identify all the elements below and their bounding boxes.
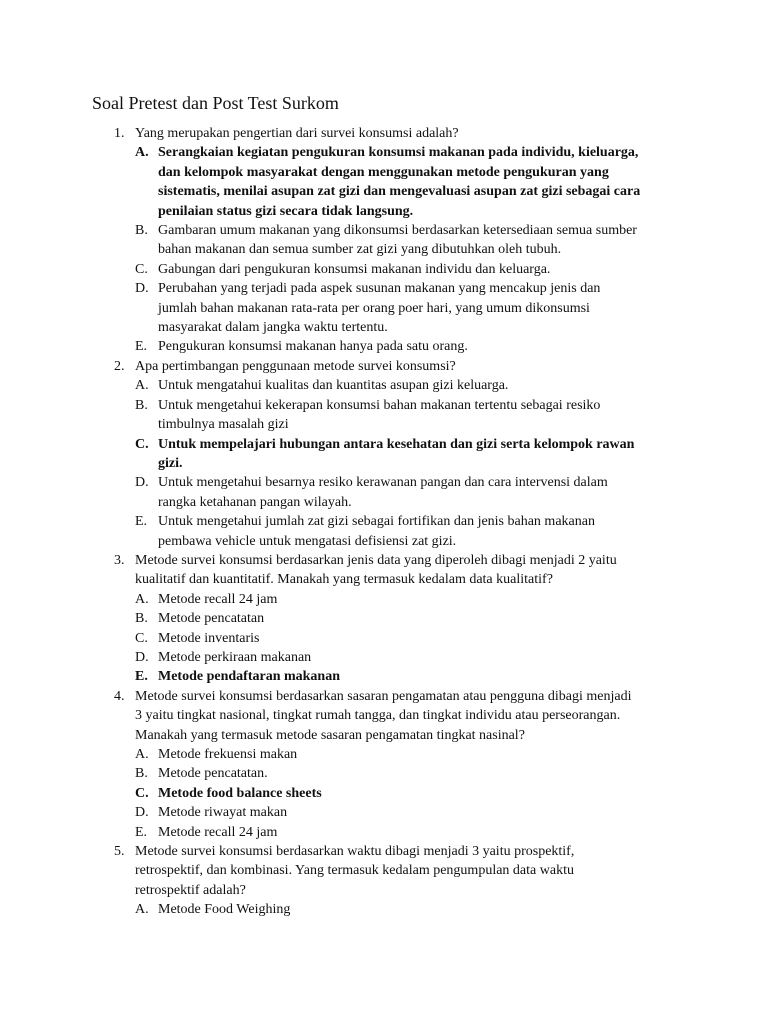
option-letter: E. [135,669,148,685]
option-letter: D. [135,281,149,297]
answer-option [0,803,768,822]
answer-option [0,764,768,783]
option-text [158,435,678,474]
option-letter: E. [135,514,148,530]
text-line: Metode survei konsumsi berdasarkan waktu dibagi menjadi 3 yaitu prospektif, [135,844,575,860]
text-line: Pengukuran konsumsi makanan hanya pada satu orang. [158,339,468,355]
option-text [158,784,678,803]
option-text [158,260,678,279]
text-line: Metode Food Weighing [158,902,291,918]
text-line: gizi. [158,455,183,471]
text-line: Yang merupakan pengertian dari survei konsumsi adalah? [135,126,459,141]
text-line: Apa pertimbangan penggunaan metode survei konsumsi? [135,358,456,374]
option-text [158,648,678,667]
answer-option [0,473,768,512]
text-line: Perubahan yang terjadi pada aspek susunan makanan yang mencakup jenis dan [158,281,601,297]
text-line: Metode recall 24 jam [158,824,278,840]
text-line: Metode riwayat makan [158,805,288,821]
option-text [158,745,678,764]
option-text [158,823,678,842]
option-text [158,629,678,648]
answer-option-correct [0,784,768,803]
text-line: Metode pencatatan [158,611,265,627]
text-line: timbulnya masalah gizi [158,417,289,433]
answer-option [0,590,768,609]
answer-option [0,337,768,356]
question-text [135,357,655,376]
answer-option [0,512,768,551]
text-line: Metode inventaris [158,630,260,646]
option-letter: A. [135,591,149,607]
option-text [158,376,678,395]
answer-option [0,279,768,337]
option-letter: B. [135,766,148,782]
text-line: retrospektif adalah? [135,882,246,898]
answer-option [0,260,768,279]
answer-option [0,629,768,648]
option-letter: B. [135,397,148,413]
text-line: Metode pendaftaran makanan [158,669,341,685]
option-letter: D. [135,649,149,665]
answer-option [0,900,768,919]
question-text [135,551,655,590]
answer-option [0,376,768,395]
option-letter: D. [135,805,149,821]
question-item [0,551,768,687]
option-letter: A. [135,378,149,394]
text-line: jumlah bahan makanan rata-rata per orang poer hari, yang umum dikonsumsi [158,300,590,316]
text-line: Serangkaian kegiatan pengukuran konsumsi makanan pada individu, kieluarga, [158,145,639,161]
option-letter: B. [135,611,148,627]
text-line: dan kelompok masyarakat dengan menggunakan metode pengukuran yang [158,164,609,180]
answer-option [0,823,768,842]
question-number: 4. [114,688,125,704]
question-number: 2. [114,358,125,374]
text-line: Untuk mengetahui jumlah zat gizi sebagai fortifikan dan jenis bahan makanan [158,514,595,530]
text-line: Manakah yang termasuk metode sasaran pengamatan tingkat nasinal? [135,727,525,743]
document-title: Soal Pretest dan Post Test Surkom [92,93,339,113]
question-text [135,687,655,745]
text-line: kualitatif dan kuantitatif. Manakah yang termasuk kedalam data kualitatif? [135,572,553,588]
option-letter: B. [135,223,148,239]
option-text [158,764,678,783]
option-text [158,143,678,221]
option-letter: E. [135,339,148,355]
option-letter: A. [135,902,149,918]
option-text [158,590,678,609]
text-line: penilaian status gizi secara tidak langsung. [158,203,414,219]
text-line: Metode recall 24 jam [158,591,278,607]
question-item [0,687,768,842]
question-text [135,842,655,900]
text-line: 3 yaitu tingkat nasional, tingkat rumah tangga, dan tingkat individu atau perseorangan. [135,708,621,724]
option-letter: D. [135,475,149,491]
option-text [158,396,678,435]
option-letter: A. [135,747,149,762]
text-line: Gabungan dari pengukuran konsumsi makanan individu dan keluarga. [158,261,551,277]
answer-option-correct [0,435,768,474]
text-line: bahan makanan dan semua sumber zat gizi yang dibutuhkan oleh tubuh. [158,242,562,258]
text-line: Metode perkiraan makanan [158,649,312,665]
option-text [158,473,678,512]
answer-option [0,648,768,667]
text-line: Untuk mengatahui kualitas dan kuantitas asupan gizi keluarga. [158,378,509,394]
text-line: retrospektif, dan kombinasi. Yang termasuk kedalam pengumpulan data waktu [135,863,574,879]
answer-option-correct [0,667,768,686]
text-line: sistematis, menilai asupan zat gizi dan mengevaluasi asupan zat gizi sebagai cara [158,184,641,200]
question-text [135,124,655,143]
answer-option [0,396,768,435]
text-line: Untuk mempelajari hubungan antara kesehatan dan gizi serta kelompok rawan [158,436,635,452]
text-line: Untuk mengetahui besarnya resiko kerawanan pangan dan cara intervensi dalam [158,475,608,491]
option-text [158,221,678,260]
text-line: Untuk mengetahui kekerapan konsumsi bahan makanan tertentu sebagai resiko [158,397,601,413]
text-line: pembawa vehicle untuk mengatasi defisiensi zat gizi. [158,533,457,549]
question-item [0,124,768,357]
question-item [0,842,768,920]
option-text [158,337,678,356]
option-text [158,279,678,337]
option-letter: C. [135,436,149,452]
option-letter: C. [135,630,148,646]
option-letter: C. [135,785,149,801]
question-item [0,357,768,551]
option-letter: A. [135,145,149,161]
answer-option [0,745,768,764]
question-number: 3. [114,552,125,568]
answer-option [0,609,768,628]
question-list [0,124,768,920]
question-number: 5. [114,844,125,860]
text-line: Metode frekuensi makan [158,747,298,762]
answer-option [0,221,768,260]
text-line: masyarakat dalam jangka waktu tertentu. [158,320,388,336]
text-line: rangka ketahanan pangan wilayah. [158,494,352,510]
option-text [158,900,678,919]
question-number: 1. [114,126,125,141]
option-letter: C. [135,261,148,277]
option-text [158,667,678,686]
option-text [158,803,678,822]
text-line: Metode food balance sheets [158,785,322,801]
text-line: Metode pencatatan. [158,766,268,782]
text-line: Metode survei konsumsi berdasarkan jenis data yang diperoleh dibagi menjadi 2 yaitu [135,552,617,568]
option-letter: E. [135,824,148,840]
option-text [158,512,678,551]
text-line: Gambaran umum makanan yang dikonsumsi berdasarkan ketersediaan semua sumber [158,223,637,239]
option-text [158,609,678,628]
text-line: Metode survei konsumsi berdasarkan sasaran pengamatan atau pengguna dibagi menjadi [135,688,632,704]
answer-option-correct [0,143,768,221]
